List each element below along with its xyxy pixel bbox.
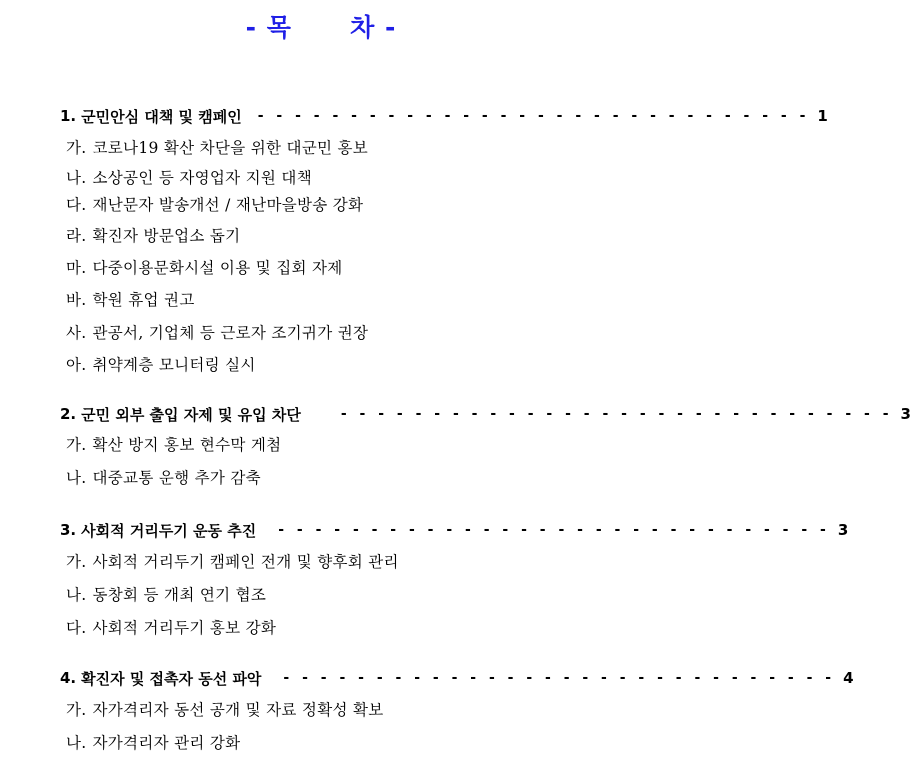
section-label: 군민 외부 출입 자제 및 유입 차단 — [81, 405, 301, 424]
section-page-number: 3 — [837, 521, 849, 539]
section-number: 2. — [60, 405, 77, 423]
toc-item[interactable] — [66, 467, 261, 489]
dot-leader: - - - - - - - - - - - - - - - - - - - - - - - - - - - - - - — [283, 670, 836, 686]
toc-item[interactable] — [66, 617, 276, 639]
toc-item[interactable] — [66, 434, 281, 456]
toc-item[interactable] — [66, 167, 312, 189]
item-label: 자가격리자 관리 강화 — [92, 734, 241, 752]
toc-section-4[interactable] — [60, 667, 854, 689]
item-marker: 다. — [66, 196, 87, 214]
item-label: 학원 휴업 권고 — [92, 291, 195, 309]
section-page-number: 3 — [900, 405, 911, 423]
item-label: 관공서, 기업체 등 근로자 조기귀가 권장 — [92, 324, 369, 342]
toc-item[interactable] — [66, 354, 256, 376]
toc-item[interactable] — [66, 584, 266, 606]
section-number: 4. — [60, 669, 77, 687]
toc-item[interactable] — [66, 551, 399, 573]
toc-item[interactable] — [66, 322, 368, 344]
section-number: 1. — [60, 107, 77, 125]
item-marker: 나. — [66, 734, 87, 752]
toc-item[interactable] — [66, 699, 384, 721]
section-number: 3. — [60, 521, 77, 539]
dot-leader: - - - - - - - - - - - - - - - - - - - - - - - - - - - - - - — [278, 522, 830, 538]
item-marker: 나. — [66, 469, 87, 487]
item-marker: 아. — [66, 356, 87, 374]
item-label: 코로나19 확산 차단을 위한 대군민 홍보 — [92, 139, 369, 157]
item-marker: 바. — [66, 291, 87, 309]
toc-item[interactable] — [66, 289, 195, 311]
item-marker: 나. — [66, 169, 87, 187]
item-marker: 사. — [66, 324, 87, 342]
item-marker: 가. — [66, 701, 87, 719]
toc-section-1[interactable] — [60, 105, 828, 127]
section-label: 확진자 및 접촉자 동선 파악 — [81, 669, 262, 688]
item-label: 취약계층 모니터링 실시 — [92, 356, 256, 374]
dot-leader: - - - - - - - - - - - - - - - - - - - - - - - - - - - - - - — [340, 406, 893, 422]
item-label: 사회적 거리두기 홍보 강화 — [92, 619, 277, 637]
section-page-number: 4 — [843, 669, 854, 687]
item-marker: 가. — [66, 139, 87, 157]
section-label: 사회적 거리두기 운동 추진 — [81, 521, 257, 540]
item-label: 대중교통 운행 추가 감축 — [92, 469, 261, 487]
item-marker: 라. — [66, 227, 87, 245]
item-label: 사회적 거리두기 캠페인 전개 및 향후회 관리 — [92, 553, 399, 571]
item-label: 소상공인 등 자영업자 지원 대책 — [92, 169, 312, 187]
toc-item[interactable] — [66, 257, 343, 279]
item-marker: 가. — [66, 553, 87, 571]
item-label: 확산 방지 홍보 현수막 게첨 — [92, 436, 282, 454]
item-label: 동창회 등 개최 연기 협조 — [92, 586, 267, 604]
toc-section-2[interactable] — [60, 403, 911, 425]
item-label: 자가격리자 동선 공개 및 자료 정확성 확보 — [92, 701, 384, 719]
item-label: 확진자 방문업소 돕기 — [92, 227, 241, 245]
item-label: 재난문자 발송개선 / 재난마을방송 강화 — [92, 196, 364, 214]
toc-item[interactable] — [66, 225, 240, 247]
section-page-number: 1 — [817, 107, 828, 125]
item-marker: 가. — [66, 436, 87, 454]
item-label: 다중이용문화시설 이용 및 집회 자제 — [92, 259, 343, 277]
section-label: 군민안심 대책 및 캠페인 — [81, 107, 242, 126]
item-marker: 마. — [66, 259, 87, 277]
item-marker: 다. — [66, 619, 87, 637]
toc-title: - 목 차 - — [245, 13, 397, 42]
toc-section-3[interactable] — [60, 519, 849, 541]
dot-leader: - - - - - - - - - - - - - - - - - - - - - - - - - - - - - - — [257, 108, 810, 124]
toc-item[interactable] — [66, 732, 240, 754]
toc-item[interactable] — [66, 194, 363, 216]
item-marker: 나. — [66, 586, 87, 604]
toc-item[interactable] — [66, 137, 368, 159]
